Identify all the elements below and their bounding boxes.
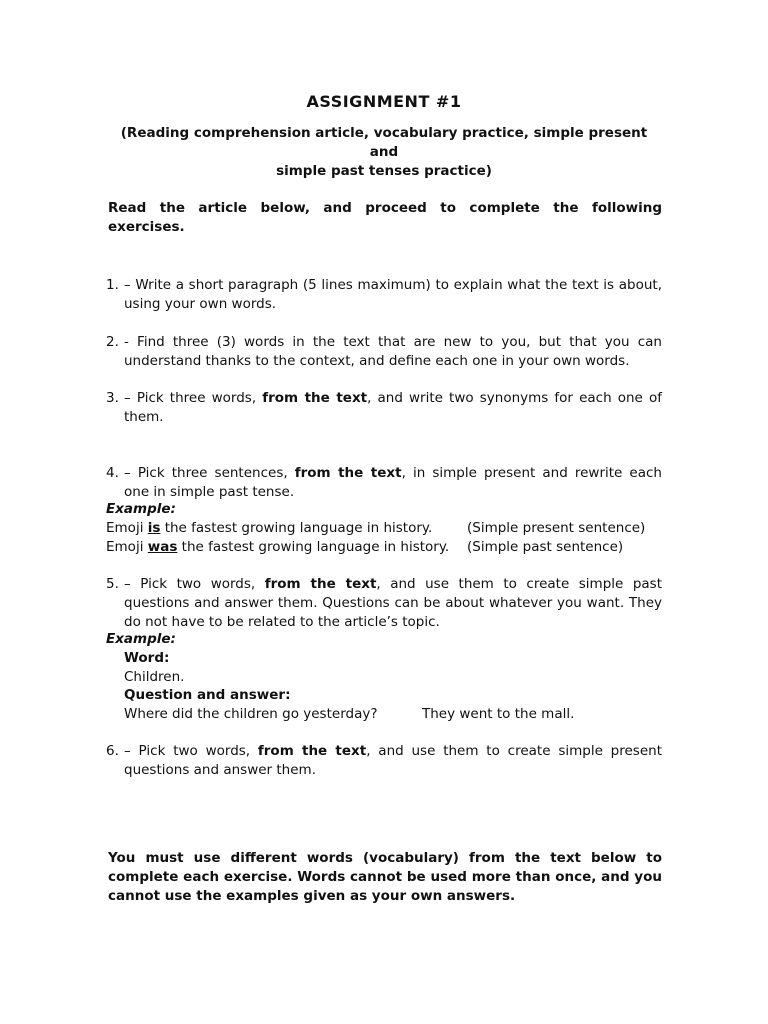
emphasis-from-the-text: from the text [257,743,367,759]
emphasis-from-the-text: from the text [294,465,402,481]
question-5 [106,575,662,632]
instructions-intro: Read the article below, and proceed to complete the following exercises. [108,200,662,235]
example-present-note: (Simple present sentence) [467,520,646,536]
question-text-cont: one in simple past tense. [124,484,295,500]
question-number: 5. [106,576,119,592]
question-text-cont: understand thanks to the context, and define each one in your own words. [124,353,630,369]
example-past-note: (Simple past sentence) [467,539,624,555]
emphasis-from-the-text: from the text [262,390,368,406]
question-text: – Write a short paragraph (5 lines maximum) to explain what the text is about, [124,277,662,293]
question-text: – Pick two words, from the text, and use them to create simple past [124,576,662,592]
question-text-cont-2: do not have to be related to the article’s topic. [124,614,440,630]
question-6 [106,742,662,780]
verb-is: is [147,520,161,536]
question-text-cont: them. [124,409,164,425]
example-answer: They went to the mall. [422,706,575,722]
question-text: – Pick three sentences, from the text, in simple present and rewrite each [124,465,662,481]
question-text-cont: questions and answer them. Questions can be about whatever you want. They [124,595,662,611]
question-answer-label: Question and answer: [124,687,291,703]
assignment-title: ASSIGNMENT #1 [306,92,462,111]
question-text-cont: questions and answer them. [124,762,316,778]
example-label: Example: [106,501,176,517]
question-text-cont: using your own words. [124,296,277,312]
subtitle-line-1: (Reading comprehension article, vocabulary practice, simple present and [120,125,648,160]
emphasis-from-the-text: from the text [264,576,377,592]
question-number: 6. [106,743,119,759]
example-present-sentence: Emoji is the fastest growing language in history. [106,520,433,536]
word-value: Children. [124,669,185,685]
example-label: Example: [106,631,176,647]
question-number: 3. [106,390,119,406]
subtitle-line-2: simple past tenses practice) [276,163,492,179]
question-4 [106,464,662,502]
question-number: 2. [106,334,119,350]
question-3 [106,389,662,427]
question-1 [106,276,662,314]
example-question: Where did the children go yesterday? [124,706,378,722]
word-label: Word: [124,650,170,666]
question-text: – Pick three words, from the text, and write two synonyms for each one of [124,390,662,406]
closing-instructions: You must use different words (vocabulary) from the text below to complete each exercise. Words cannot be used more than once, and you cannot use the examples given as your own answers. [108,850,662,904]
assignment-subtitle [108,124,660,181]
question-number: 4. [106,465,119,481]
question-text: – Pick two words, from the text, and use them to create simple present [124,743,663,759]
question-2 [106,333,662,371]
question-number: 1. [106,277,119,293]
verb-was: was [147,539,178,555]
example-past-sentence: Emoji was the fastest growing language in history. [106,539,450,555]
question-text: - Find three (3) words in the text that are new to you, but that you can [124,334,662,350]
